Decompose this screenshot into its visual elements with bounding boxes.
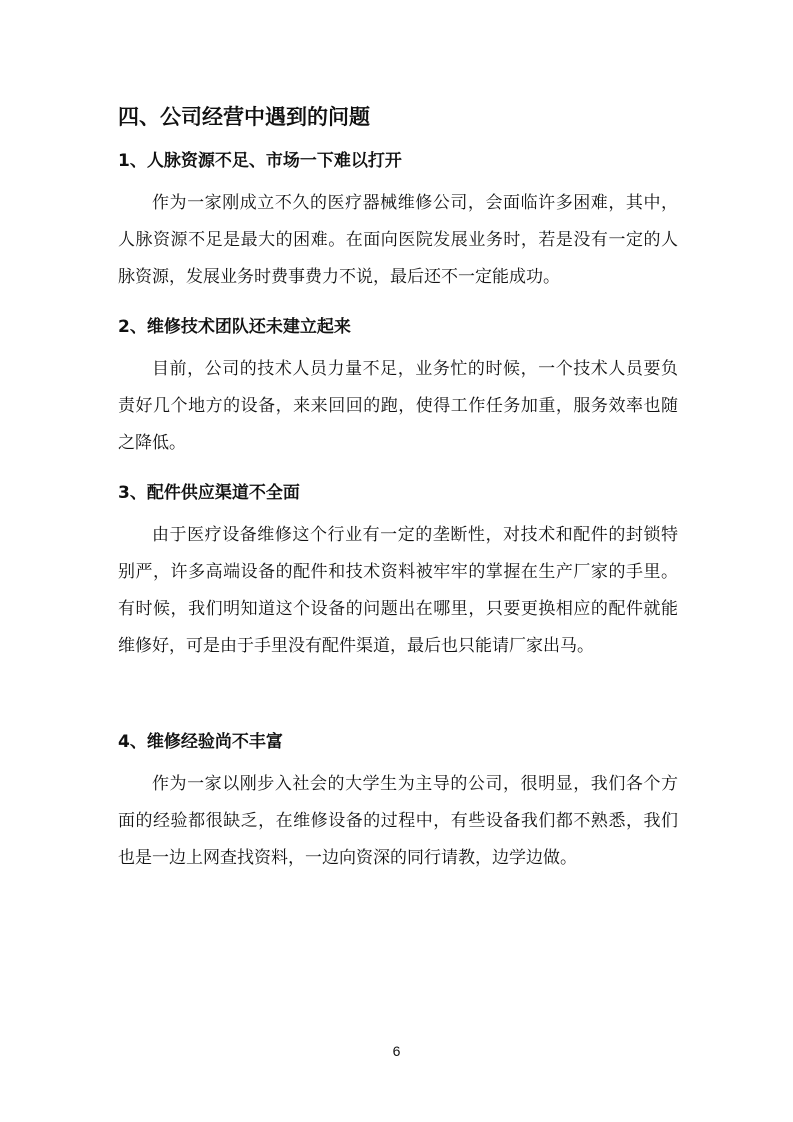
section-paragraph-3: 由于医疗设备维修这个行业有一定的垄断性，对技术和配件的封锁特别严，许多高端设备的配件和技术资料被牢牢的掌握在生产厂家的手里。有时候，我们明知道这个设备的问题出在哪里，只要更换相应的配件就能维修好，可是由于手里没有配件渠道，最后也只能请厂家出马。 <box>118 525 678 656</box>
chapter-heading: 四、公司经营中遇到的问题 <box>118 105 370 129</box>
section-paragraph-2: 目前，公司的技术人员力量不足，业务忙的时候，一个技术人员要负责好几个地方的设备，来来回回的跑，使得工作任务加重，服务效率也随之降低。 <box>118 359 678 453</box>
section-paragraph-1: 作为一家刚成立不久的医疗器械维修公司，会面临许多困难，其中，人脉资源不足是最大的困难。在面向医院发展业务时，若是没有一定的人脉资源，发展业务时费事费力不说，最后还不一定能成功。 <box>118 193 678 287</box>
page-number: 6 <box>392 1043 401 1059</box>
section-heading-4: 4、维修经验尚不丰富 <box>118 732 283 752</box>
section-heading-1: 1、人脉资源不足、市场一下难以打开 <box>118 151 402 171</box>
section-paragraph-4: 作为一家以刚步入社会的大学生为主导的公司，很明显，我们各个方面的经验都很缺乏，在维修设备的过程中，有些设备我们都不熟悉，我们也是一边上网查找资料，一边向资深的同行请教，边学边做。 <box>118 774 678 868</box>
section-heading-2: 2、维修技术团队还未建立起来 <box>118 317 351 337</box>
section-heading-3: 3、配件供应渠道不全面 <box>118 483 300 503</box>
